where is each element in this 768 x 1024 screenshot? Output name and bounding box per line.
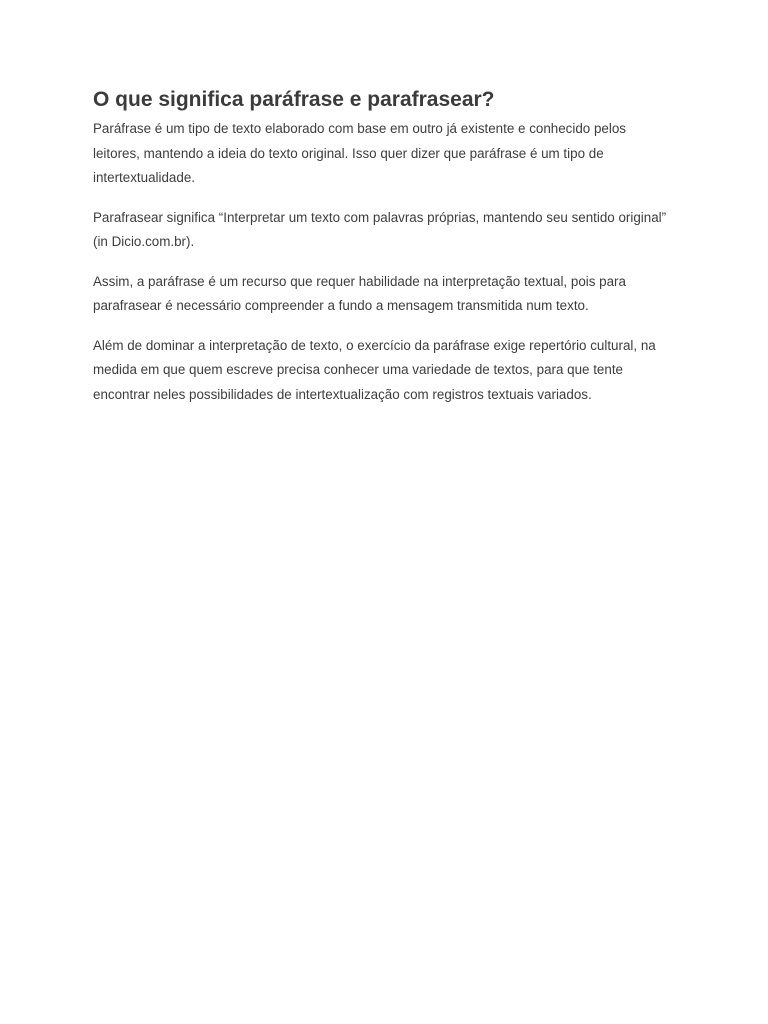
paragraph-parafrasear-meaning: Parafrasear significa “Interpretar um texto com palavras próprias, mantendo seu sentido original” (in Dicio.com.br). xyxy=(93,209,667,249)
paragraph-cultural-repertoire: Além de dominar a interpretação de texto, o exercício da paráfrase exige repertório cultural, na medida em que quem escreve precisa conhecer uma variedade de textos, para que tente encontrar neles possibilidades de intertextualização com registros textuais variados. xyxy=(93,337,656,402)
paragraph-definition: Paráfrase é um tipo de texto elaborado com base em outro já existente e conhecido pelos leitores, mantendo a ideia do texto original. Isso quer dizer que paráfrase é um tipo de intertextualidade. xyxy=(93,121,626,185)
paragraph-interpretation-skill: Assim, a paráfrase é um recurso que requer habilidade na interpretação textual, pois para parafrasear é necessário compreender a fundo a mensagem transmitida num texto. xyxy=(93,273,626,313)
article-title: O que significa paráfrase e parafrasear? xyxy=(93,88,495,111)
document-page xyxy=(93,86,673,422)
